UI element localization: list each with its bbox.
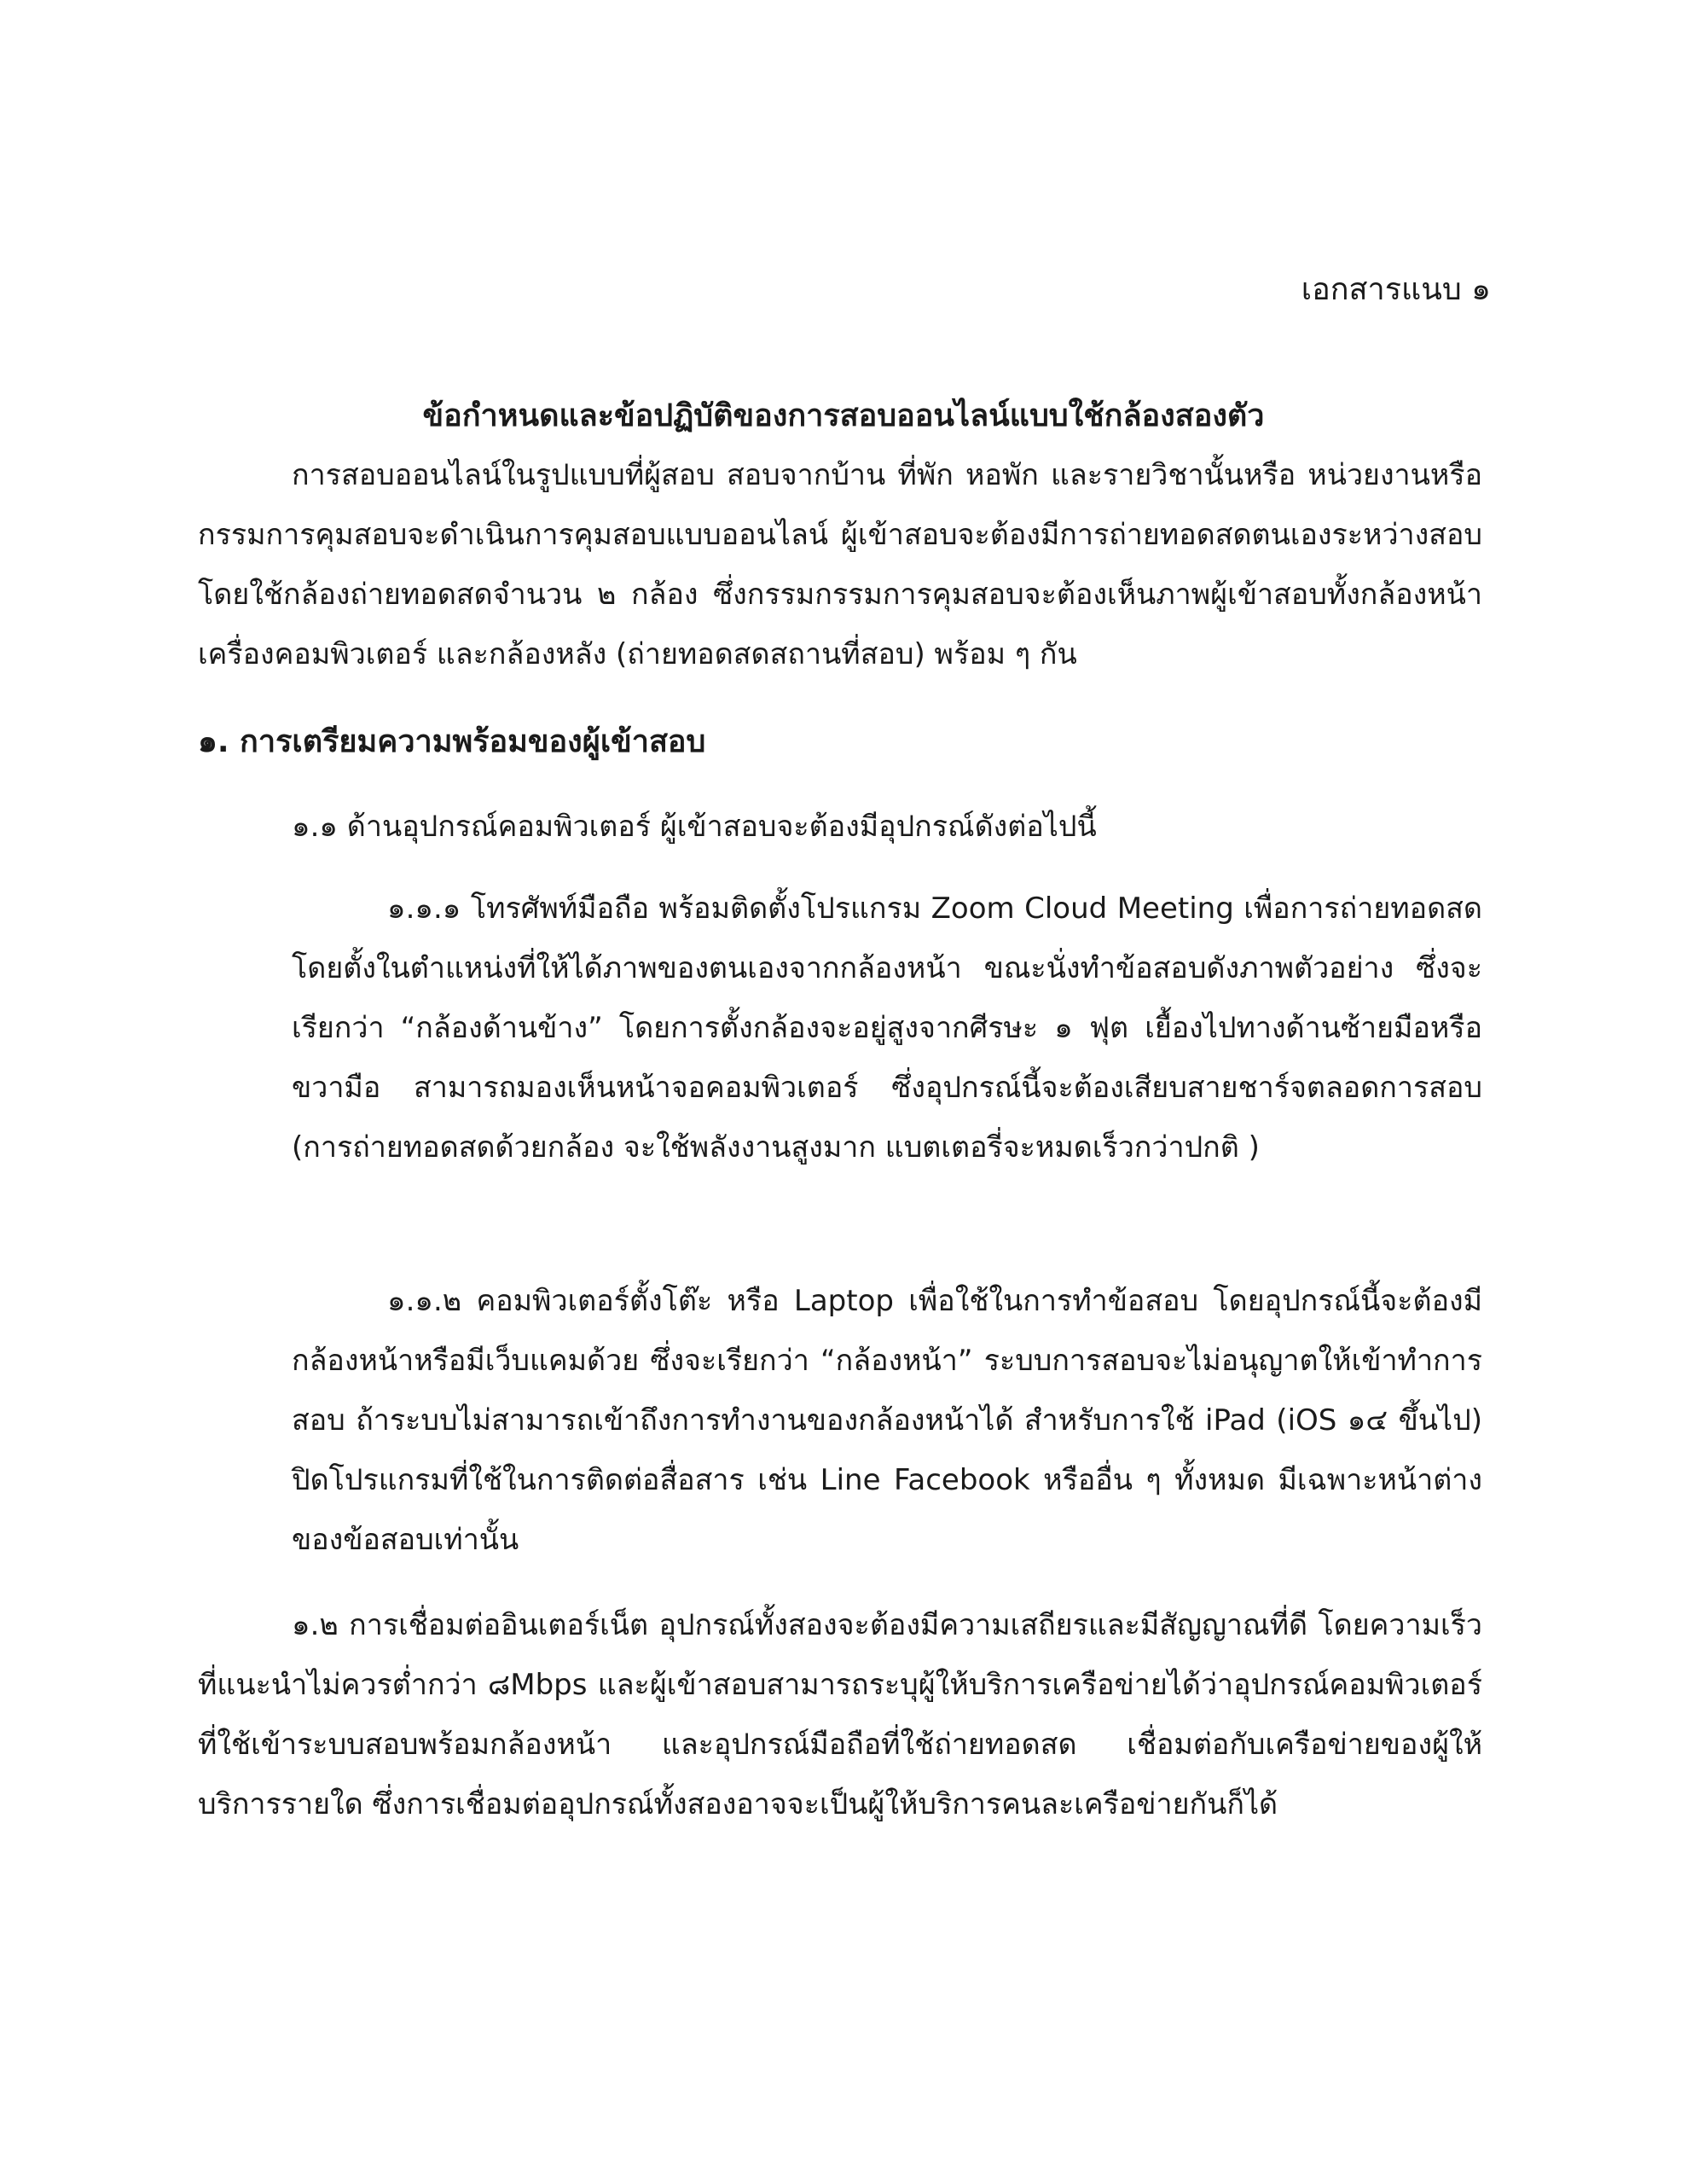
section-1-heading: ๑. การเตรียมความพร้อมของผู้เข้าสอบ bbox=[198, 724, 706, 759]
item-1-2-paragraph: ๑.๒ การเชื่อมต่ออินเตอร์เน็ต อุปกรณ์ทั้งสองจะต้องมีความเสถียรและมีสัญญาณที่ดี โดยความเร็วที่แนะนำไม่ควรต่ำกว่า ๘Mbps และผู้เข้าสอบสามารถระบุผู้ให้บริการเครือข่ายได้ว่าอุปกรณ์คอมพิวเตอร์ที่ใช้เข้าระบบสอบพร้อมกล้องหน้า และอุปกรณ์มือถือที่ใช้ถ่ายทอดสด เชื่อมต่อกับเครือข่ายของผู้ให้บริการรายใด ซึ่งการเชื่อมต่ออุปกรณ์ทั้งสองอาจจะเป็นผู้ให้บริการคนละเครือข่ายกันก็ได้ bbox=[198, 1608, 1482, 1821]
intro-paragraph: การสอบออนไลน์ในรูปแบบที่ผู้สอบ สอบจากบ้าน ที่พัก หอพัก และรายวิชานั้นหรือ หน่วยงานหรือกรรมการคุมสอบจะดำเนินการคุมสอบแบบออนไลน์ ผู้เข้าสอบจะต้องมีการถ่ายทอดสดตนเองระหว่างสอบ โดยใช้กล้องถ่ายทอดสดจำนวน ๒ กล้อง ซึ่งกรรมกรรมการคุมสอบจะต้องเห็นภาพผู้เข้าสอบทั้งกล้องหน้าเครื่องคอมพิวเตอร์ และกล้องหลัง (ถ่ายทอดสดสถานที่สอบ) พร้อม ๆ กัน bbox=[198, 458, 1482, 671]
attachment-label: เอกสารแนบ ๑ bbox=[1301, 272, 1491, 307]
item-1-1-paragraph: ๑.๑ ด้านอุปกรณ์คอมพิวเตอร์ ผู้เข้าสอบจะต้องมีอุปกรณ์ดังต่อไปนี้ bbox=[292, 810, 1097, 844]
document-title: ข้อกำหนดและข้อปฏิบัติของการสอบออนไลน์แบบใช้กล้องสองตัว bbox=[422, 398, 1265, 433]
item-1-1-2-paragraph: ๑.๑.๒ คอมพิวเตอร์ตั้งโต๊ะ หรือ Laptop เพื่อใช้ในการทำข้อสอบ โดยอุปกรณ์นี้จะต้องมีกล้องหน้าหรือมีเว็บแคมด้วย ซึ่งจะเรียกว่า “กล้องหน้า” ระบบการสอบจะไม่อนุญาตให้เข้าทำการสอบ ถ้าระบบไม่สามารถเข้าถึงการทำงานของกล้องหน้าได้ สำหรับการใช้ iPad (iOS ๑๔ ขึ้นไป) ปิดโปรแกรมที่ใช้ในการติดต่อสื่อสาร เช่น Line Facebook หรืออื่น ๆ ทั้งหมด มีเฉพาะหน้าต่างของข้อสอบเท่านั้น bbox=[292, 1284, 1482, 1557]
item-1-1-1-paragraph: ๑.๑.๑ โทรศัพท์มือถือ พร้อมติดตั้งโปรแกรม Zoom Cloud Meeting เพื่อการถ่ายทอดสด โดยตั้งในตำแหน่งที่ให้ได้ภาพของตนเองจากกล้องหน้า ขณะนั่งทำข้อสอบดังภาพตัวอย่าง ซึ่งจะเรียกว่า “กล้องด้านข้าง” โดยการตั้งกล้องจะอยู่สูงจากศีรษะ ๑ ฟุต เยื้องไปทางด้านซ้ายมือหรือขวามือ สามารถมองเห็นหน้าจอคอมพิวเตอร์ ซึ่งอุปกรณ์นี้จะต้องเสียบสายชาร์จตลอดการสอบ (การถ่ายทอดสดด้วยกล้อง จะใช้พลังงานสูงมาก แบตเตอรี่จะหมดเร็วกว่าปกติ ) bbox=[292, 892, 1482, 1165]
